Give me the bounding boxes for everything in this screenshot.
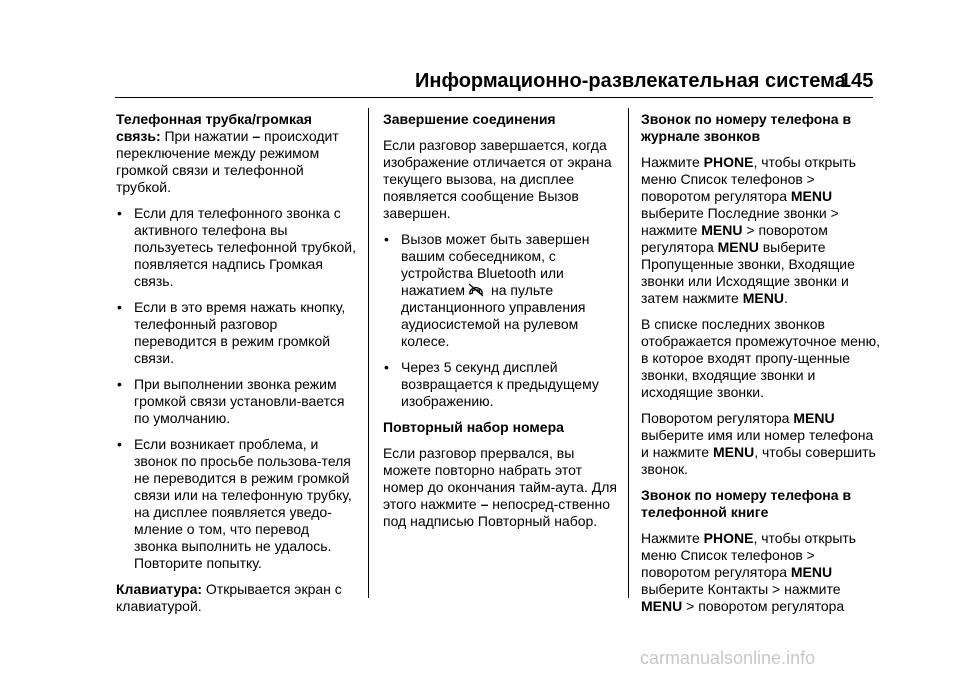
page-title: Информационно-развлекательная система	[415, 70, 846, 92]
list-item: • Если возникает проблема, и звонок по просьбе пользова-теля не переводится в режим громкой связи или на телефонную трубку, на дисплее появляется уведо-мление о том, что перевод звонка выполнить не удалось. Повторите попытку.	[117, 436, 352, 571]
section-heading: Звонок по номеру телефона в журнале звонков	[641, 111, 852, 144]
section-heading: Звонок по номеру телефона в телефонной книге	[641, 487, 852, 520]
paragraph: Поворотом регулятора MENU выберите имя или номер телефона и нажмите MENU, чтобы совершить звонок.	[641, 410, 876, 477]
column-2	[383, 111, 623, 539]
list-item: • Если в это время нажать кнопку, телефонный разговор переводится в режим громкой связи.	[117, 299, 346, 366]
list-item: • Вызов может быть завершен вашим собеседником, с устройства Bluetooth или нажатием на пульте дистанционного управления аудиосистемой на рулевом колесе.	[384, 231, 590, 349]
paragraph: Если разговор завершается, когда изображение отличается от экрана текущего вызова, на дисплее появляется сообщение Вызов завершен.	[383, 137, 612, 221]
section-heading: Повторный набор номера	[383, 419, 564, 435]
list-item: • Если для телефонного звонка с активного телефона вы пользуетесь телефонной трубкой, появляется надпись Громкая связь.	[117, 205, 356, 289]
paragraph: В списке последних звонков отображается промежуточное меню, в которое входят пропу-щенные звонки, входящие звонки и исходящие звонки.	[641, 316, 880, 400]
paragraph: Телефонная трубка/громкая связь: При нажатии – происходит переключение между режимом громкой связи и телефонной трубкой.	[116, 111, 339, 195]
column-divider	[368, 108, 369, 598]
page-number: 145	[840, 70, 874, 92]
column-1	[116, 111, 356, 624]
column-divider	[628, 108, 629, 598]
header-divider	[115, 97, 873, 98]
list-item: • При выполнении звонка режим громкой связи установли-вается по умолчанию.	[117, 376, 345, 426]
list-item: • Через 5 секунд дисплей возвращается к предыдущему изображению.	[384, 359, 599, 409]
paragraph: Клавиатура: Открывается экран с клавиатурой.	[116, 581, 342, 614]
watermark: carmanualsonline.info	[640, 648, 816, 668]
paragraph: Нажмите PHONE, чтобы открыть меню Список телефонов > поворотом регулятора MENU выберите Контакты > нажмите MENU > поворотом регулятора	[641, 530, 857, 614]
paragraph: Если разговор прервался, вы можете повторно набрать этот номер до окончания тайм-аута. Для этого нажмите – непосред-ственно под надписью Повторный набор.	[383, 445, 617, 529]
paragraph: Нажмите PHONE, чтобы открыть меню Список телефонов > поворотом регулятора MENU выберите Последние звонки > нажмите MENU > поворотом регулятора MENU выберите Пропущенные звонки, Входящие звонки или Исходящие звонки и затем нажмите MENU.	[641, 154, 857, 306]
column-3	[641, 111, 881, 624]
phone-hangup-icon	[467, 283, 485, 297]
section-heading: Завершение соединения	[383, 111, 556, 127]
